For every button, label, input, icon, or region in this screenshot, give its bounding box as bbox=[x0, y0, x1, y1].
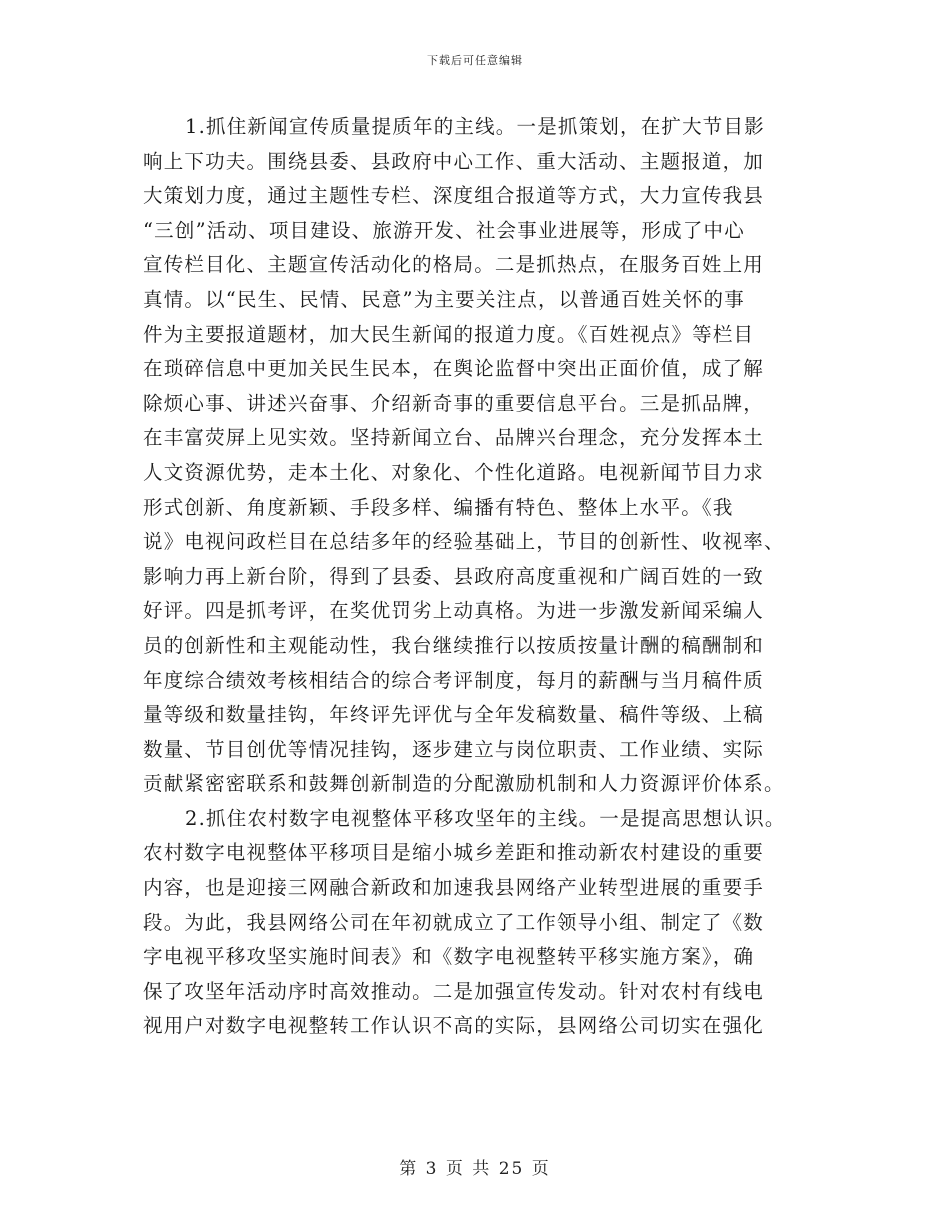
paragraph-1-line: 人文资源优势，走本土化、对象化、个性化道路。电视新闻节目力求 bbox=[143, 460, 765, 484]
paragraph-1-line: 真情。以“民生、民情、民意”为主要关注点，以普通百姓关怀的事 bbox=[143, 287, 745, 311]
paragraph-2-line: 段。为此，我县网络公司在年初就成立了工作领导小组、制定了《数 bbox=[143, 910, 765, 934]
paragraph-1-line: 在琐碎信息中更加关民生民本，在舆论监督中突出正面价值，成了解 bbox=[143, 357, 765, 381]
paragraph-2-line: 2.抓住农村数字电视整体平移攻坚年的主线。一是提高思想认识。 bbox=[185, 806, 786, 830]
paragraph-1-line: 在丰富荧屏上见实效。坚持新闻立台、品牌兴台理念，充分发挥本土 bbox=[143, 426, 765, 450]
paragraph-1-line: 响上下功夫。围绕县委、县政府中心工作、重大活动、主题报道，加 bbox=[143, 149, 765, 173]
paragraph-1-line: 年度综合绩效考核相结合的综合考评制度，每月的薪酬与当月稿件质 bbox=[143, 668, 765, 692]
paragraph-1-line: 贡献紧密密联系和鼓舞创新制造的分配激励机制和人力资源评价体系。 bbox=[143, 772, 785, 796]
paragraph-2-line: 内容，也是迎接三网融合新政和加速我县网络产业转型进展的重要手 bbox=[143, 876, 765, 900]
paragraph-1-line: 除烦心事、讲述兴奋事、介绍新奇事的重要信息平台。三是抓品牌， bbox=[143, 391, 765, 415]
paragraph-1-line: 1.抓住新闻宣传质量提质年的主线。一是抓策划，在扩大节目影 bbox=[185, 115, 765, 138]
paragraph-1-line: “三创”活动、项目建设、旅游开发、社会事业进展等，形成了中心 bbox=[143, 218, 745, 242]
paragraph-1-line: 员的创新性和主观能动性，我台继续推行以按质按量计酬的稿酬制和 bbox=[143, 633, 765, 657]
paragraph-1-line: 形式创新、角度新颖、手段多样、编播有特色、整体上水平。《我 bbox=[143, 495, 734, 519]
document-body bbox=[143, 110, 815, 1044]
paragraph-1-line: 件为主要报道题材，加大民生新闻的报道力度。《百姓视点》等栏目 bbox=[143, 322, 755, 346]
paragraph-1-line: 大策划力度，通过主题性专栏、深度组合报道等方式，大力宣传我县 bbox=[143, 184, 765, 208]
paragraph-1-line: 数量、节目创优等情况挂钩，逐步建立与岗位职责、工作业绩、实际 bbox=[143, 737, 765, 761]
paragraph-1-line: 量等级和数量挂钩，年终评先评优与全年发稿数量、稿件等级、上稿 bbox=[143, 703, 765, 727]
paragraph-1-line: 宣传栏目化、主题宣传活动化的格局。二是抓热点，在服务百姓上用 bbox=[143, 253, 765, 277]
paragraph-2-line: 保了攻坚年活动序时高效推动。二是加强宣传发动。针对农村有线电 bbox=[143, 979, 765, 1003]
page-header: 下载后可任意编辑 bbox=[427, 54, 523, 67]
paragraph-1-line: 影响力再上新台阶，得到了县委、县政府高度重视和广阔百姓的一致 bbox=[143, 564, 765, 588]
page-number: 第 3 页 共 25 页 bbox=[399, 1159, 551, 1179]
paragraph-2-line: 字电视平移攻坚实施时间表》和《数字电视整转平移实施方案》，确 bbox=[143, 945, 755, 969]
paragraph-2-line: 农村数字电视整体平移项目是缩小城乡差距和推动新农村建设的重要 bbox=[143, 841, 765, 865]
paragraph-1-line: 好评。四是抓考评，在奖优罚劣上动真格。为进一步激发新闻采编人 bbox=[143, 599, 765, 623]
paragraph-1-line: 说》电视问政栏目在总结多年的经验基础上，节目的创新性、收视率、 bbox=[143, 530, 785, 554]
paragraph-2-line: 视用户对数字电视整转工作认识不高的实际，县网络公司切实在强化 bbox=[143, 1014, 765, 1038]
